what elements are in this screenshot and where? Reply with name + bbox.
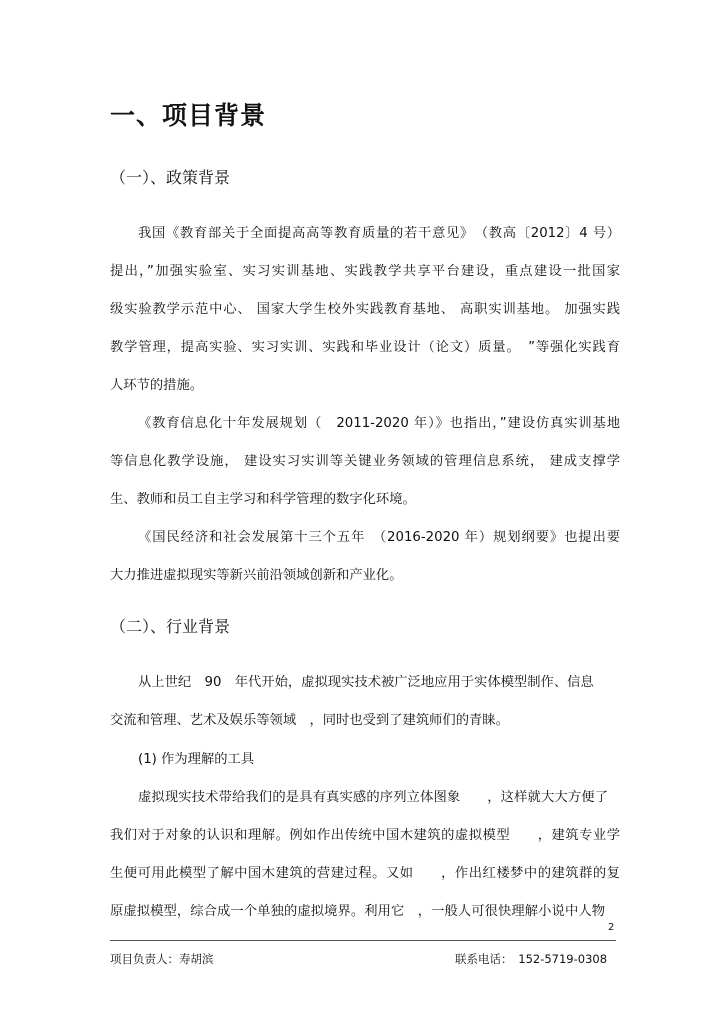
paragraph-line: 大力推进虚拟现实等新兴前沿领域创新和产业化。	[110, 568, 403, 583]
paragraph-line: 虚拟现实技术带给我们的是具有真实感的序列立体图象 ，这样就大大方便了	[138, 790, 608, 805]
list-item-heading: (1) 作为理解的工具	[138, 752, 255, 767]
paragraph-line: 《教育信息化十年发展规划（ 2011-2020 年）》也指出，”建设仿真实训基地	[138, 416, 620, 431]
paragraph-line: 提出，”加强实验室、实习实训基地、实践教学共享平台建设，重点建设一批国家	[110, 264, 620, 279]
paragraph-line: 我们对于对象的认识和理解。例如作出传统中国木建筑的虚拟模型 ，建筑专业学	[110, 828, 620, 843]
paragraph-line: 级实验教学示范中心、 国家大学生校外实践教育基地、 高职实训基地。 加强实践	[110, 302, 620, 317]
footer-divider	[110, 940, 616, 941]
page-title: 一、项目背景	[110, 101, 267, 130]
section-heading-policy: （一）、政策背景	[110, 168, 231, 187]
paragraph-line: 交流和管理、艺术及娱乐等领域 ，同时也受到了建筑师们的青睐。	[110, 713, 509, 728]
page-number: 2	[608, 922, 615, 933]
paragraph-line: 从上世纪 90 年代开始，虚拟现实技术被广泛地应用于实体模型制作、信息	[138, 675, 594, 690]
paragraph-line: 原虚拟模型，综合成一个单独的虚拟境界。利用它 ，一般人可很快理解小说中人物	[110, 904, 605, 919]
paragraph-line: 我国《教育部关于全面提高高等教育质量的若干意见》 （教高〔2012〕4 号）	[138, 226, 620, 241]
section-heading-industry: （二）、行业背景	[110, 617, 231, 636]
paragraph-line: 人环节的措施。	[110, 378, 204, 393]
paragraph-line: 《国民经济和社会发展第十三个五年 （2016-2020 年）规划纲要》也提出要	[138, 530, 620, 545]
paragraph-line: 生、教师和员工自主学习和科学管理的数字化环境。	[110, 492, 416, 507]
paragraph-line: 等信息化教学设施， 建设实习实训等关键业务领域的管理信息系统， 建成支撑学	[110, 454, 620, 469]
paragraph-line: 教学管理，提高实验、实习实训、实践和毕业设计（论文）质量。 ”等强化实践育	[110, 340, 620, 355]
footer-project-lead: 项目负责人：寿胡滨	[110, 952, 214, 966]
footer-contact-phone: 联系电话： 152-5719-0308	[455, 952, 608, 966]
paragraph-line: 生便可用此模型了解中国木建筑的营建过程。又如 ，作出红楼梦中的建筑群的复	[110, 866, 620, 881]
